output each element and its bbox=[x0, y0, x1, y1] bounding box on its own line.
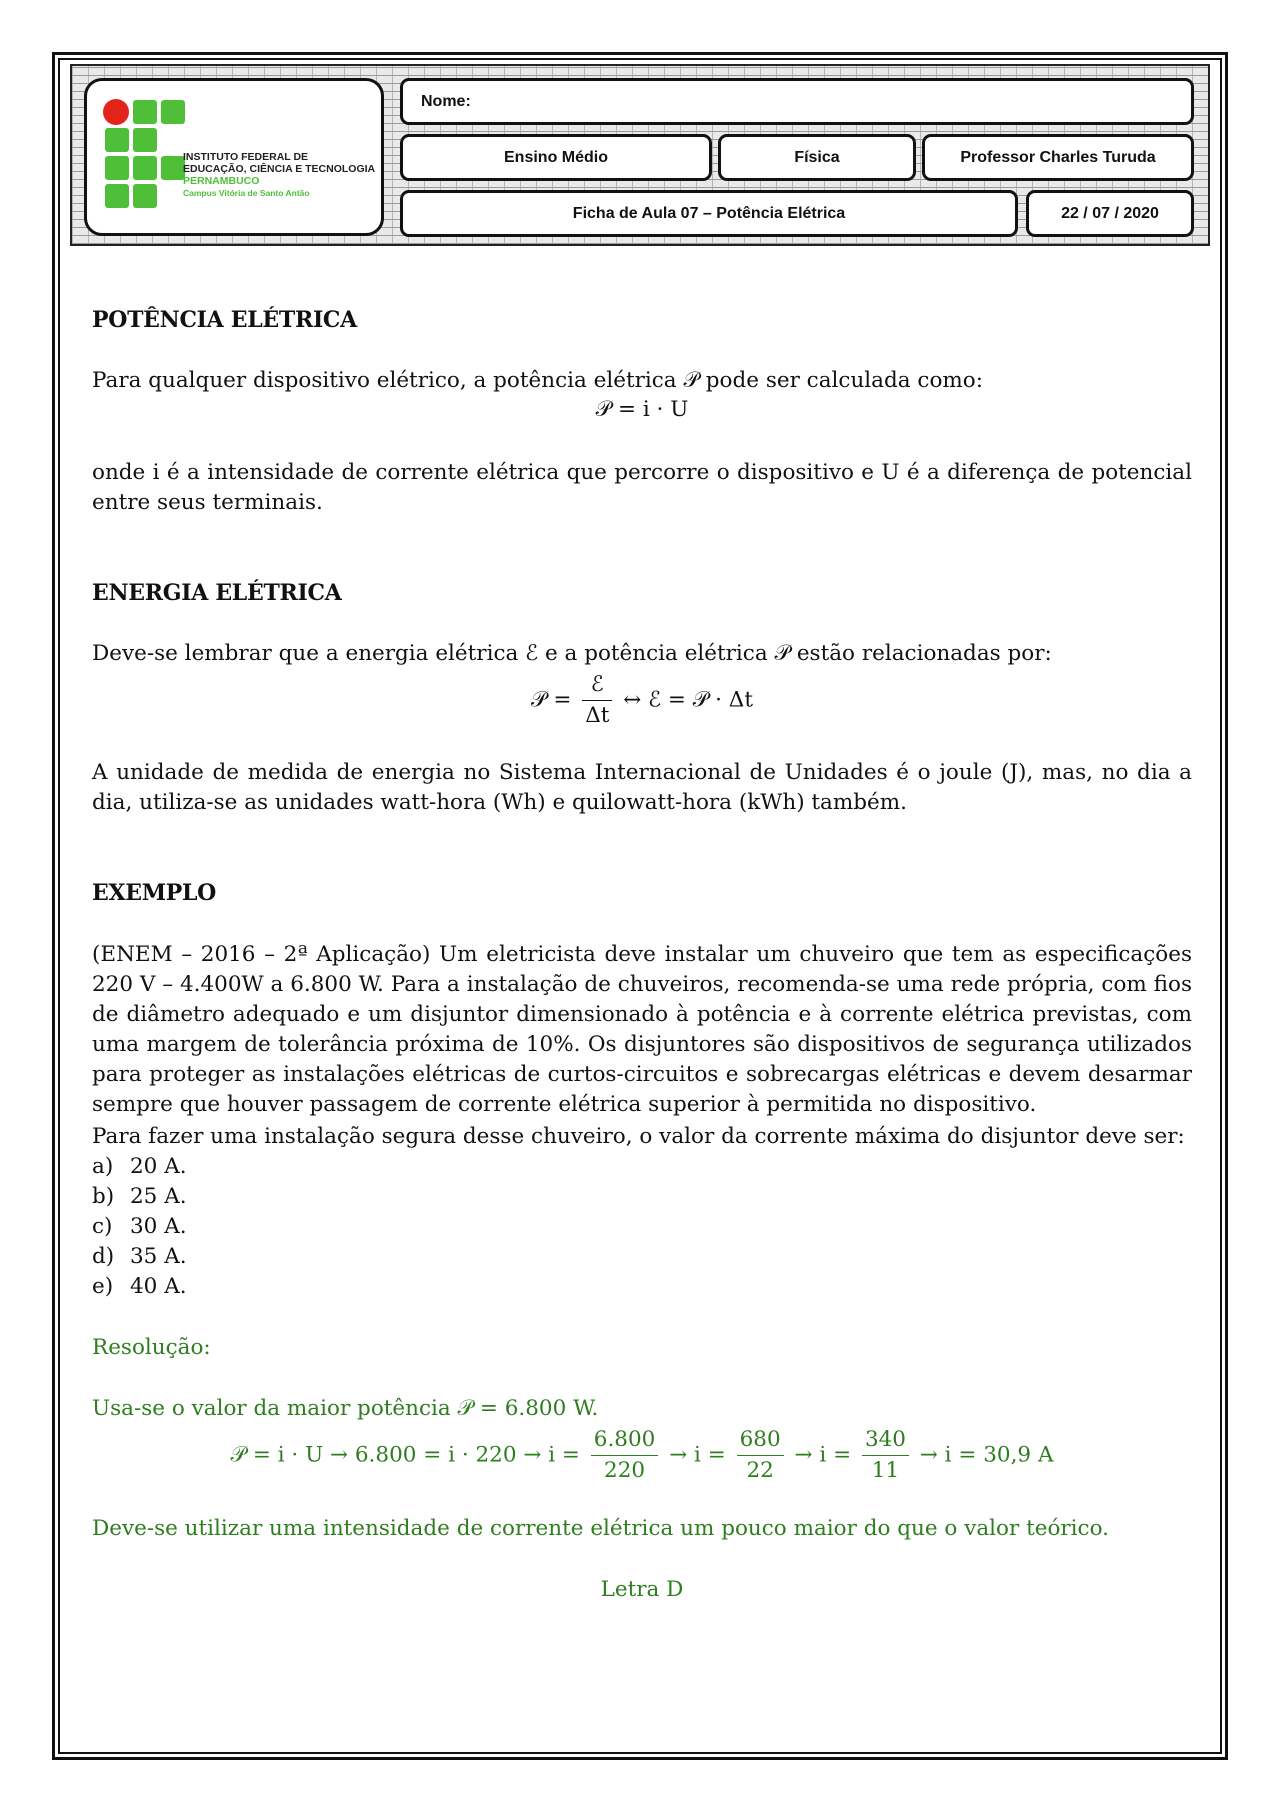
resolution-formula-part-2: → i = bbox=[669, 1442, 726, 1468]
teacher-label: Professor Charles Turuda bbox=[960, 148, 1156, 166]
example-statement: (ENEM – 2016 – 2ª Aplicação) Um eletricista deve instalar um chuveiro que tem as especificações 220 V – 4.400W a 6.800 W. Para a instalação de chuveiros, recomenda-se uma rede própria, com fios de diâmetro adequado e um disjuntor dimensionado à potência e à corrente elétrica previstas, com uma margem de tolerância próxima de 10%. Os disjuntores são dispositivos de segurança utilizados para proteger as instalações elétricas de curtos-circuitos e sobrecargas elétricas e devem desarmar sempre que houver passagem de corrente elétrica superior à permitida no dispositivo. bbox=[92, 942, 1192, 1117]
subject-box bbox=[718, 134, 916, 181]
name-label: Nome: bbox=[421, 92, 471, 110]
resolution-title: Resolução: bbox=[92, 1335, 211, 1360]
section-title-example: EXEMPLO bbox=[92, 880, 217, 906]
fraction-denominator: 220 bbox=[604, 1458, 646, 1483]
section-title-energy: ENERGIA ELÉTRICA bbox=[92, 580, 342, 606]
option-text: 40 A. bbox=[130, 1274, 187, 1299]
option-a bbox=[92, 1152, 187, 1182]
energy-formula-lhs: 𝒫 = bbox=[531, 687, 572, 713]
sheet-title: Ficha de Aula 07 – Potência Elétrica bbox=[572, 204, 846, 222]
fraction-numerator: 6.800 bbox=[591, 1425, 659, 1456]
logo-square bbox=[161, 156, 185, 180]
option-label: c) bbox=[92, 1214, 113, 1239]
logo-red-dot bbox=[103, 99, 129, 125]
resolution-formula-part-1: 𝒫 = i · U → 6.800 = i · 220 → i = bbox=[230, 1442, 580, 1468]
option-b bbox=[92, 1182, 187, 1212]
resolution-fraction-3 bbox=[862, 1425, 909, 1486]
resolution-formula bbox=[92, 1425, 1192, 1486]
option-text: 25 A. bbox=[130, 1184, 187, 1209]
resolution-fraction-2 bbox=[737, 1425, 784, 1486]
energy-units-text: A unidade de medida de energia no Sistema Internacional de Unidades é o joule (J), mas, no dia a dia, utiliza-se as unidades watt-hora (Wh) e quilowatt-hora (kWh) também. bbox=[92, 760, 1192, 815]
fraction-denominator: 22 bbox=[746, 1458, 774, 1483]
option-c bbox=[92, 1212, 187, 1242]
energy-formula bbox=[92, 670, 1192, 731]
energy-fraction-num: ℰ bbox=[582, 670, 612, 701]
logo-square bbox=[161, 100, 185, 124]
resolution-answer: Letra D bbox=[600, 1577, 684, 1602]
logo-square bbox=[133, 128, 157, 152]
option-label: a) bbox=[92, 1154, 114, 1179]
section-title-power: POTÊNCIA ELÉTRICA bbox=[92, 307, 357, 333]
logo-square bbox=[133, 184, 157, 208]
teacher-box bbox=[922, 134, 1194, 181]
logo-line-2: EDUCAÇÃO, CIÊNCIA E TECNOLOGIA bbox=[183, 163, 376, 175]
level-box bbox=[400, 134, 712, 181]
date-label: 22 / 07 / 2020 bbox=[1061, 204, 1159, 222]
option-d bbox=[92, 1242, 187, 1272]
option-e bbox=[92, 1272, 187, 1302]
fraction-denominator: 11 bbox=[871, 1458, 900, 1483]
energy-intro: Deve-se lembrar que a energia elétrica ℰ e a potência elétrica 𝒫 estão relacionadas por: bbox=[92, 641, 1052, 666]
option-label: d) bbox=[92, 1244, 115, 1269]
power-formula: 𝒫 = i · U bbox=[595, 397, 689, 422]
logo-square bbox=[105, 184, 129, 208]
sheet-title-box bbox=[400, 190, 1018, 237]
resolution-step-1: Usa-se o valor da maior potência 𝒫 = 6.800 W. bbox=[92, 1396, 599, 1421]
date-box bbox=[1026, 190, 1194, 237]
energy-fraction bbox=[582, 670, 612, 731]
option-label: b) bbox=[92, 1184, 115, 1209]
level-label: Ensino Médio bbox=[504, 148, 608, 166]
power-intro: Para qualquer dispositivo elétrico, a potência elétrica 𝒫 pode ser calculada como: bbox=[92, 368, 983, 393]
resolution-fraction-1 bbox=[591, 1425, 659, 1486]
logo-square bbox=[105, 156, 129, 180]
logo-line-3: PERNAMBUCO bbox=[183, 175, 260, 187]
logo-text bbox=[183, 151, 383, 199]
energy-fraction-den: Δt bbox=[585, 703, 610, 728]
logo-square bbox=[133, 100, 157, 124]
fraction-numerator: 680 bbox=[737, 1425, 784, 1456]
option-text: 35 A. bbox=[130, 1244, 187, 1269]
energy-formula-rhs: ↔ ℰ = 𝒫 · Δt bbox=[623, 687, 753, 713]
option-text: 20 A. bbox=[130, 1154, 187, 1179]
example-question: Para fazer uma instalação segura desse chuveiro, o valor da corrente máxima do disjuntor deve ser: bbox=[92, 1124, 1185, 1149]
logo-line-4: Campus Vitória de Santo Antão bbox=[183, 188, 310, 198]
resolution-formula-part-3: → i = bbox=[794, 1442, 852, 1468]
logo-line-1: INSTITUTO FEDERAL DE bbox=[183, 151, 309, 163]
power-explanation: onde i é a intensidade de corrente elétrica que percorre o dispositivo e U é a diferença de potencial entre seus terminais. bbox=[92, 460, 1192, 515]
logo-square bbox=[133, 156, 157, 180]
option-label: e) bbox=[92, 1274, 114, 1299]
resolution-formula-part-4: → i = 30,9 A bbox=[919, 1442, 1054, 1468]
name-field[interactable] bbox=[400, 78, 1194, 125]
resolution-conclusion: Deve-se utilizar uma intensidade de corrente elétrica um pouco maior do que o valor teórico. bbox=[92, 1516, 1109, 1541]
fraction-numerator: 340 bbox=[862, 1425, 909, 1456]
logo-square bbox=[105, 128, 129, 152]
option-text: 30 A. bbox=[130, 1214, 187, 1239]
subject-label: Física bbox=[794, 148, 840, 166]
